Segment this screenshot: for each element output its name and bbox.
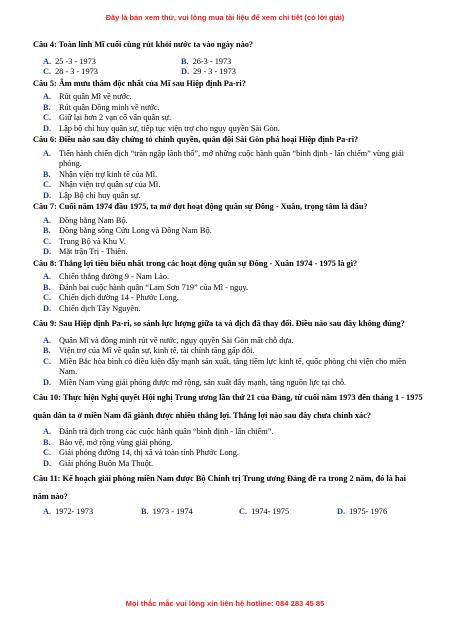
question-4-option-b[interactable] <box>181 57 319 68</box>
question-11-option-a[interactable] <box>43 507 141 518</box>
question-11-option-c[interactable] <box>239 507 337 518</box>
option-letter: D. <box>43 303 52 313</box>
question-9-option-d[interactable] <box>33 378 423 389</box>
question-10-option-c[interactable] <box>33 448 423 459</box>
option-letter: B. <box>43 437 51 447</box>
option-text: Đồng bằng Nam Bộ. <box>59 215 128 225</box>
option-text: Lập bộ chỉ huy quân sự, tiếp tục viện trợ cho ngụy quyền Sài Gòn. <box>59 123 280 133</box>
option-text: Đánh bại cuộc hành quân “Lam Sơn 719” của Mĩ - ngụy. <box>59 282 249 292</box>
option-letter: A. <box>43 507 52 516</box>
question-10-option-a[interactable] <box>33 427 423 438</box>
question-6-option-c[interactable] <box>33 180 423 191</box>
option-letter: D. <box>43 247 52 256</box>
option-letter: A. <box>43 215 52 225</box>
option-text: Miền Nam vùng giải phóng được mở rộng, sản xuất đẩy mạnh, tăng nguồn lực tại chỗ. <box>59 377 347 387</box>
option-text: Nhận viện trợ quân sự của Mĩ. <box>59 180 161 189</box>
question-7-option-c[interactable] <box>33 237 423 248</box>
option-letter: B. <box>181 56 189 66</box>
preview-notice-banner: Đây là bản xem thử, vui lòng mua tài liệu để xem chi tiết (có lời giải) <box>105 13 345 22</box>
option-letter: C. <box>43 356 52 366</box>
option-text: 1973 - 1974 <box>152 507 193 516</box>
question-11-options <box>33 507 423 518</box>
option-letter: A. <box>43 427 52 436</box>
option-text: Miền Bắc hòa bình có điều kiện đẩy mạnh sản xuất, tăng tiềm lực kinh tế, quốc phòng chi viện cho miền Nam. <box>59 356 407 376</box>
question-9-option-a[interactable] <box>33 336 423 347</box>
question-8-option-b[interactable] <box>33 283 423 294</box>
question-5-options <box>33 92 423 134</box>
option-letter: D. <box>43 123 52 133</box>
option-text: Rút quân Đồng minh về nước. <box>59 102 160 112</box>
option-text: Đồng bằng sông Cửu Long và Đông Nam Bộ. <box>59 226 212 235</box>
question-7-option-a[interactable] <box>33 216 423 227</box>
option-letter: C. <box>43 67 52 76</box>
question-6-options <box>33 149 423 202</box>
question-11-option-b[interactable] <box>141 507 239 518</box>
question-8-option-d[interactable] <box>33 304 423 315</box>
question-4-options <box>33 57 423 78</box>
option-letter: C. <box>43 180 52 189</box>
option-letter: A. <box>43 56 52 66</box>
hotline-banner: Mọi thắc mắc vui lòng xin liên hệ hotline: 084 283 45 85 <box>125 599 325 608</box>
question-10-options <box>33 427 423 469</box>
option-letter: B. <box>43 346 51 355</box>
option-text: Rút quân Mĩ về nước. <box>59 92 132 101</box>
option-text: Giữ lại hơn 2 vạn cố vấn quân sự. <box>59 113 172 122</box>
question-sheet <box>33 40 423 519</box>
option-text: Trung Bộ và Khu V. <box>59 236 126 246</box>
option-letter: C. <box>43 293 52 302</box>
question-9-options <box>33 336 423 389</box>
option-letter: A. <box>43 148 52 158</box>
option-text: Chiến dịch đường 14 - Phước Long. <box>59 293 179 302</box>
question-7-options <box>33 216 423 258</box>
option-letter: A. <box>43 335 52 345</box>
question-5-option-a[interactable] <box>33 92 423 103</box>
question-10-option-d[interactable] <box>33 459 423 470</box>
question-6-option-a[interactable] <box>33 149 423 170</box>
option-text: 29 - 3 - 1973 <box>193 67 236 76</box>
option-text: Nhận viện trợ kinh tế của Mĩ. <box>59 169 158 179</box>
question-4-option-d[interactable] <box>181 67 319 78</box>
question-10-text: Câu 10: Thực hiện Nghị quyết Hội nghị Trung ương lần thứ 21 của Đảng, từ cuối năm 1973 đến tháng 1 - 1975 quân dân ta ở miền Nam đã giành được nhiều thắng lợi. Thắng lợi nào sau đây chưa chính xác? <box>33 393 423 420</box>
question-7-option-d[interactable] <box>33 247 423 258</box>
option-letter: B. <box>43 102 51 112</box>
option-letter: B. <box>43 226 51 235</box>
option-text: Giải phóng Buôn Ma Thuột. <box>59 458 154 468</box>
question-5-text: Câu 5: Âm mưu thâm độc nhất của Mĩ sau Hiệp định Pa-ri? <box>33 78 246 88</box>
option-text: Lập Bộ chỉ huy quân sự. <box>59 190 141 200</box>
option-letter: D. <box>43 190 52 200</box>
question-5-option-d[interactable] <box>33 124 423 135</box>
question-4-option-c[interactable] <box>43 67 181 78</box>
option-letter: D. <box>337 507 346 516</box>
question-7-option-b[interactable] <box>33 226 423 237</box>
question-6-text: Câu 6: Điều nào sau đây chứng tỏ chính quyền, quân đội Sài Gòn phá hoại Hiệp định Pa-ri? <box>33 135 359 144</box>
option-letter: B. <box>43 282 51 292</box>
option-text: Viện trợ của Mĩ về quân sự, kinh tế, tài chính tăng gấp đôi. <box>59 346 255 355</box>
question-11-text: Câu 11: Kế hoạch giải phóng miền Nam được Bộ Chính trị Trung ương Đảng đề ra trong 2 năm, đó là hai năm nào? <box>33 474 406 501</box>
question-10-option-b[interactable] <box>33 438 423 449</box>
option-text: Chiến dịch Tây Nguyên. <box>59 303 141 313</box>
option-letter: C. <box>43 113 52 122</box>
option-text: Bảo vệ, mở rộng vùng giải phóng. <box>59 437 173 447</box>
option-letter: D. <box>181 67 190 76</box>
option-letter: A. <box>43 272 52 281</box>
question-9-text: Câu 9: Sau Hiệp định Pa-ri, so sánh lực lượng giữa ta và địch đã thay đổi. Điều nào sau đây không đúng? <box>33 319 405 328</box>
option-letter: B. <box>43 169 51 179</box>
option-letter: C. <box>43 448 52 457</box>
option-text: Quân Mĩ và đồng minh rút về nước, ngụy quyền Sài Gòn mất chỗ dựa. <box>59 335 294 345</box>
question-9-option-c[interactable] <box>33 357 423 378</box>
option-letter: B. <box>141 507 149 516</box>
question-8-option-a[interactable] <box>33 272 423 283</box>
question-5-option-b[interactable] <box>33 103 423 114</box>
question-8-options <box>33 272 423 314</box>
option-text: 28 - 3 - 1973 <box>55 67 98 76</box>
option-text: Chiến thắng đường 9 - Nam Lào. <box>59 272 170 281</box>
option-text: Đánh trả địch trong các cuộc hành quân “bình định - lấn chiếm”. <box>59 427 274 436</box>
question-8-option-c[interactable] <box>33 293 423 304</box>
option-text: Mặt trận Trị - Thiên. <box>59 247 128 256</box>
question-6-option-d[interactable] <box>33 191 423 202</box>
option-text: 1972- 1973 <box>55 507 94 516</box>
question-7-text: Câu 7: Cuối năm 1974 đầu 1975, ta mở đợt hoạt động quân sự Đông - Xuân, trọng tâm là đâu? <box>33 202 368 211</box>
question-11-option-d[interactable] <box>337 507 435 518</box>
option-letter: D. <box>43 458 52 468</box>
option-text: 25 -3 - 1973 <box>55 56 96 66</box>
question-9-option-b[interactable] <box>33 346 423 357</box>
option-text: Giải phóng đường 14, thị xã và toàn tỉnh Phước Long. <box>59 448 239 457</box>
option-letter: C. <box>43 236 52 246</box>
option-letter: D. <box>43 377 52 387</box>
question-4-text: Câu 4: Toàn lính Mĩ cuối cùng rút khỏi nước ta vào ngày nào? <box>33 40 254 49</box>
question-4-option-a[interactable] <box>43 57 181 68</box>
question-6-option-b[interactable] <box>33 170 423 181</box>
question-8-text: Câu 8: Thắng lợi tiêu biểu nhất trong các hoạt động quân sự Đông - Xuân 1974 - 1975 là gì? <box>33 258 358 268</box>
option-text: Tiến hành chiến dịch “tràn ngập lãnh thổ”, mở những cuộc hành quân “bình định - lấn chiếm” vùng giải phóng. <box>59 148 404 168</box>
question-5-option-c[interactable] <box>33 113 423 124</box>
option-text: 1974- 1975 <box>251 507 290 516</box>
option-text: 1975- 1976 <box>349 507 388 516</box>
option-letter: A. <box>43 92 52 101</box>
option-letter: C. <box>239 507 248 516</box>
option-text: 26-3 - 1973 <box>192 56 232 66</box>
